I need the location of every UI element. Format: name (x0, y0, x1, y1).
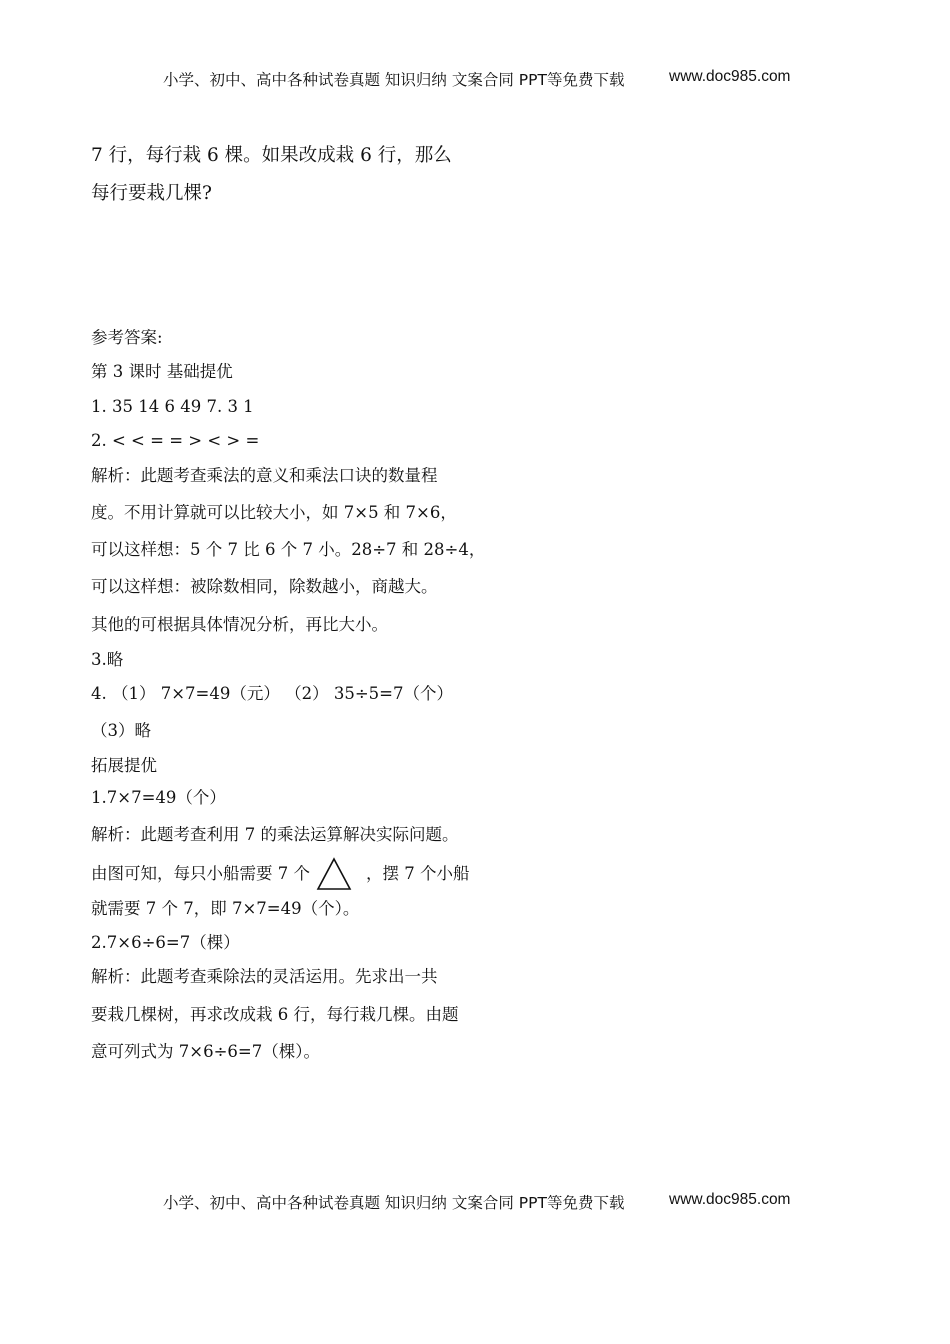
analysis-2-line: 其他的可根据具体情况分析，再比大小。 (91, 615, 388, 634)
analysis-2-line: 度。不用计算就可以比较大小，如 7×5 和 7×6， (91, 503, 457, 522)
extension-heading: 拓展提优 (91, 756, 157, 775)
answer-1: 1. 35 14 6 49 7. 3 1 (91, 397, 254, 416)
page-footer (163, 1191, 803, 1213)
extension-answer-1: 1.7×7=49（个） (91, 788, 226, 807)
footer-text: 小学、初中、高中各种试卷真题 知识归纳 文案合同 PPT等免费下载 (163, 1194, 625, 1212)
extension-analysis-2-line: 意可列式为 7×6÷6=7（棵）。 (91, 1042, 320, 1061)
answer-2: 2. < < = = > < > = (91, 431, 260, 450)
analysis-2-line: 可以这样想：5 个 7 比 6 个 7 小。28÷7 和 28÷4， (91, 540, 486, 559)
analysis-2-line: 可以这样想：被除数相同，除数越小，商越大。 (91, 577, 438, 596)
answer-3: 3.略 (91, 650, 124, 669)
question-line-1: 7 行，每行栽 6 棵。如果改成栽 6 行，那么 (91, 145, 452, 166)
extension-analysis-2-line: 要栽几棵树，再求改成栽 6 行，每行栽几棵。由题 (91, 1005, 459, 1024)
extension-analysis-2-line: 解析：此题考查乘除法的灵活运用。先求出一共 (91, 967, 438, 986)
answer-4: 4. （1） 7×7=49（元） （2） 35÷5=7（个） (91, 684, 454, 703)
extension-analysis-1-text-b: ，摆 7 个小船 (366, 864, 470, 883)
answer-4-part-3: （3）略 (91, 721, 151, 740)
triangle-icon (316, 857, 352, 891)
analysis-2-line: 解析：此题考查乘法的意义和乘法口诀的数量程 (91, 466, 438, 485)
header-text: 小学、初中、高中各种试卷真题 知识归纳 文案合同 PPT等免费下载 (163, 71, 625, 89)
extension-analysis-1-text-a: 由图可知，每只小船需要 7 个 (91, 864, 310, 883)
lesson-title: 第 3 课时 基础提优 (91, 362, 233, 381)
extension-answer-2: 2.7×6÷6=7（棵） (91, 933, 240, 952)
header-site: www.doc985.com (669, 68, 791, 85)
extension-analysis-1-line-with-figure (91, 856, 470, 892)
extension-analysis-1-line: 解析：此题考查利用 7 的乘法运算解决实际问题。 (91, 825, 459, 844)
footer-site: www.doc985.com (669, 1191, 791, 1208)
extension-analysis-1-line: 就需要 7 个 7，即 7×7=49（个）。 (91, 899, 360, 918)
page-header (163, 68, 803, 90)
question-line-2: 每行要栽几棵? (91, 183, 212, 204)
answers-heading: 参考答案: (91, 328, 163, 347)
